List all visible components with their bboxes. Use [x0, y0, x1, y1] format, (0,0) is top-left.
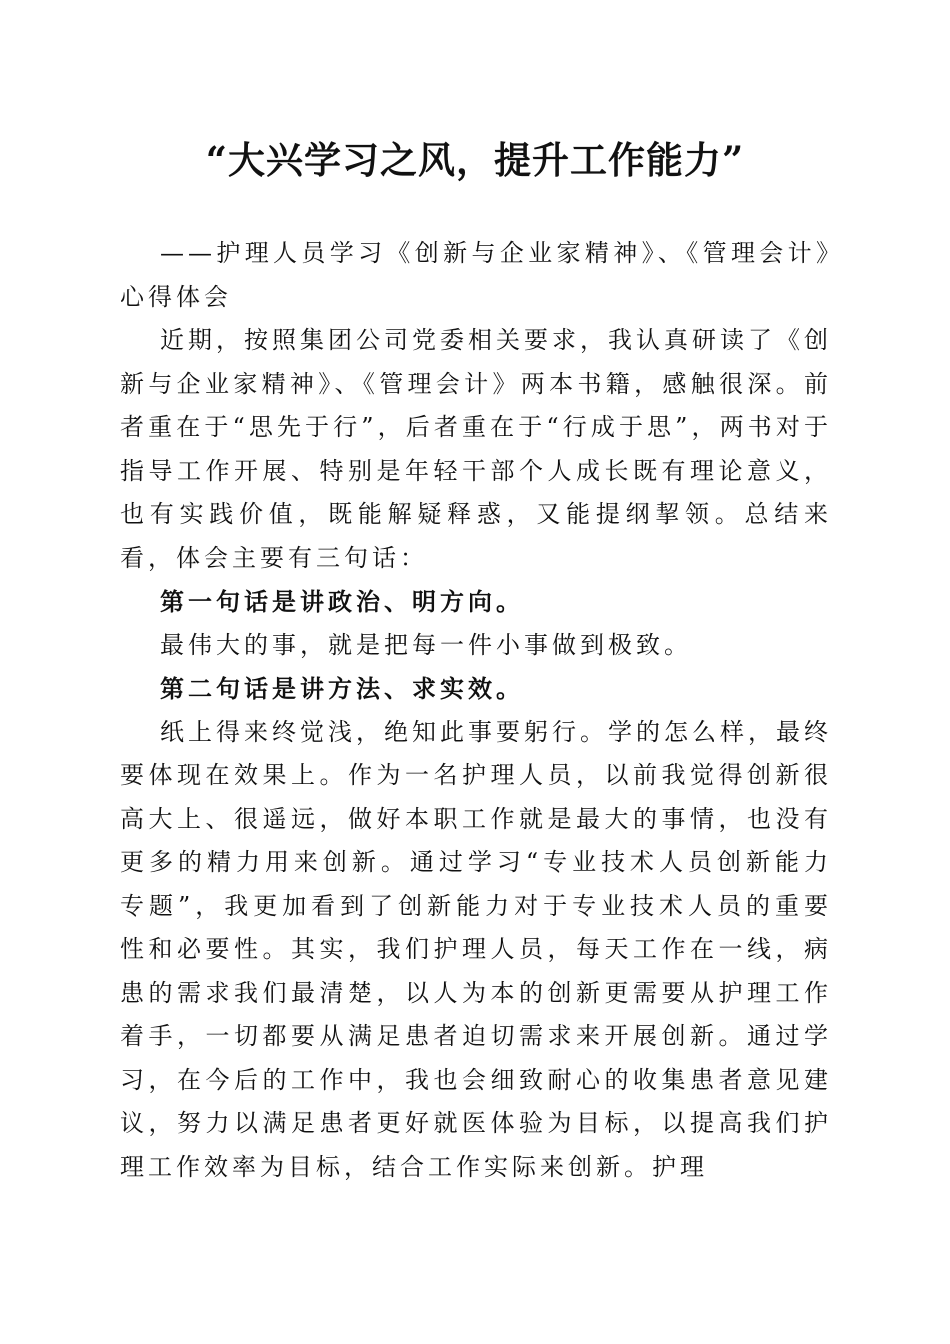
document-body	[120, 232, 832, 1189]
paragraph-point-two: 纸上得来终觉浅，绝知此事要躬行。学的怎么样，最终要体现在效果上。作为一名护理人员，以前我觉得创新很高大上、很遥远，做好本职工作就是最大的事情，也没有更多的精力用来创新。通过学习“专业技术人员创新能力专题”，我更加看到了创新能力对于专业技术人员的重要性和必要性。其实，我们护理人员，每天工作在一线，病患的需求我们最清楚，以人为本的创新更需要从护理工作着手，一切都要从满足患者迫切需求来开展创新。通过学习，在今后的工作中，我也会细致耐心的收集患者意见建议，努力以满足患者更好就医体验为目标，以提高我们护理工作效率为目标，结合工作实际来创新。护理	[120, 717, 832, 1181]
heading-point-one: 第一句话是讲政治、明方向。	[160, 587, 524, 616]
subtitle: ——护理人员学习《创新与企业家精神》、《管理会计》心得体会	[120, 239, 832, 311]
paragraph-intro: 近期，按照集团公司党委相关要求，我认真研读了《创新与企业家精神》、《管理会计》两本书籍，感触很深。前者重在于“思先于行”，后者重在于“行成于思”，两书对于指导工作开展、特别是年轻干部个人成长既有理论意义，也有实践价值，既能解疑释惑，又能提纲挈领。总结来看，体会主要有三句话：	[120, 326, 832, 572]
paragraph-point-one: 最伟大的事，就是把每一件小事做到极致。	[160, 630, 692, 659]
document-title: “大兴学习之风，提升工作能力”	[205, 138, 745, 182]
heading-point-two: 第二句话是讲方法、求实效。	[160, 674, 524, 703]
